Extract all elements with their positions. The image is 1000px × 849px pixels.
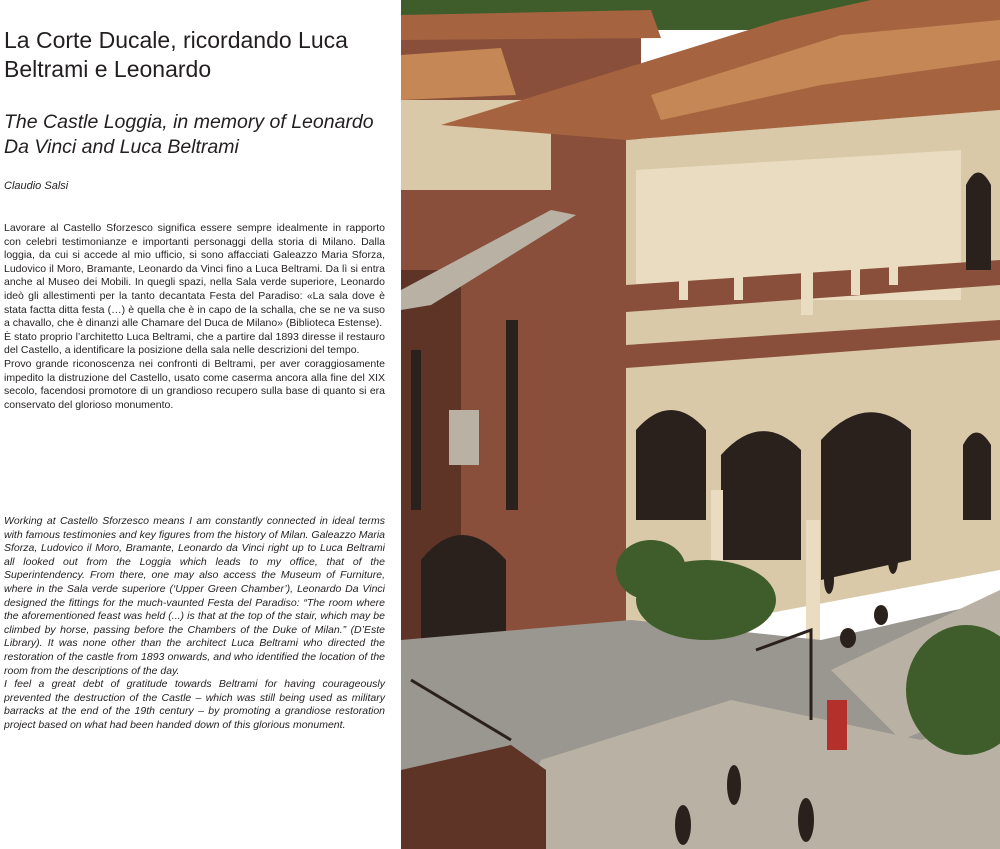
arcade-arch-2 [721,431,801,560]
window-right-lower [963,433,991,521]
roof-left-wing [401,48,516,100]
tower-slit-2 [506,320,518,510]
person-5 [874,605,888,625]
title-english: The Castle Loggia, in memory of Leonardo Da Vinci and Luca Beltrami [4,111,374,158]
tower-slit-1 [411,350,421,510]
red-banner-sign [827,700,847,750]
column-upper-4 [851,180,860,295]
paragraph-it-2: È stato proprio l’architetto Luca Beltrami, che a partire dal 1893 diresse il restauro del Castello, a identificare la posizione della sala nelle descrizioni del tempo. [4,330,385,357]
paragraph-it-1: Lavorare al Castello Sforzesco significa essere sempre idealmente in rapporto con celebri testimonianze e importanti personaggi della storia di Milano. Dalla loggia, da cui si accede al mio ufficio, si sono affacciati Galeazzo Maria Sforza, Ludovico il Moro, Bramante, Leonardo da Vinci fino a Luca Beltrami. Da lì si entra anche al Museo dei Mobili. In quegli spazi, nella Sala verde superiore, Leonardo ideò gli allestimenti per la tanto decantata Festa del Paradiso: «La sala dove è stata factta ditta festa (…) è quella che è in capo de la schalla, che se ne va suso a chavallo, che è dinanzi alle Chamare del Duca de Milano» (Biblioteca Estense). [4,222,385,330]
garden-bush-small [616,540,686,600]
column-upper-1 [679,175,688,300]
person-3 [798,798,814,842]
window-right-upper [966,173,991,271]
column-upper-3 [801,190,813,315]
arched-doorway-left [421,535,506,640]
text-column [4,0,388,849]
roof-back [401,10,661,40]
person-2 [675,805,691,845]
column-upper-5 [889,175,898,285]
arcade-arch-1 [636,410,706,520]
author-name: Claudio Salsi [4,180,69,192]
castle-loggia-photo [401,0,1000,849]
person-4 [824,566,834,594]
person-1 [727,765,741,805]
person-7 [888,546,898,574]
photo-illustration [401,0,1000,849]
paragraph-en-1: Working at Castello Sforzesco means I am constantly connected in ideal terms with famous testimonies and key figures from the history of Milan. Galeazzo Maria Sforza, Ludovico il Moro, Bramante, Leonardo da Vinci right up to Luca Beltrami all looked out from the Loggia which leads to my office, that of the Superintendency. From there, one may also access the Museum of Furniture, where in the Sala verde superiore (‘Upper Green Chamber’), Leonardo Da Vinci designed the fittings for the much-vaunted Festa del Paradiso: “The room where the aforementioned feast was held (...) is that at the top of the stair, which may be climbed by horse, passing before the Chambers of the Duke of Milan.” (D’Este Library). It was none other than the architect Luca Beltrami who directed the restoration of the castle from 1893 onwards, and who identified the location of the room from the descriptions of the day. [4,515,385,677]
paragraph-it-3: Provo grande riconoscenza nei confronti di Beltrami, per aver coraggiosamente impedito la distruzione del Castello, usato come caserma ancora alla fine del XIX secolo, facendosi promotore di un grandioso recupero sulla base di quanto si era conservato del glorioso monumento. [4,357,385,411]
column-upper-2 [734,180,743,300]
paragraph-en-2: I feel a great debt of gratitude towards Beltrami for having courageously prevented the destruction of the Castle – which was still being used as military barracks at the end of the 19th century – by promoting a grandiose restoration project based on what had been handed down of this glorious monument. [4,678,385,731]
title-italian: La Corte Ducale, ricordando Luca Beltrami e Leonardo [4,27,348,82]
fresco-niche [449,410,479,465]
body-italian [4,222,385,412]
body-english [4,515,385,733]
person-6 [840,628,856,648]
